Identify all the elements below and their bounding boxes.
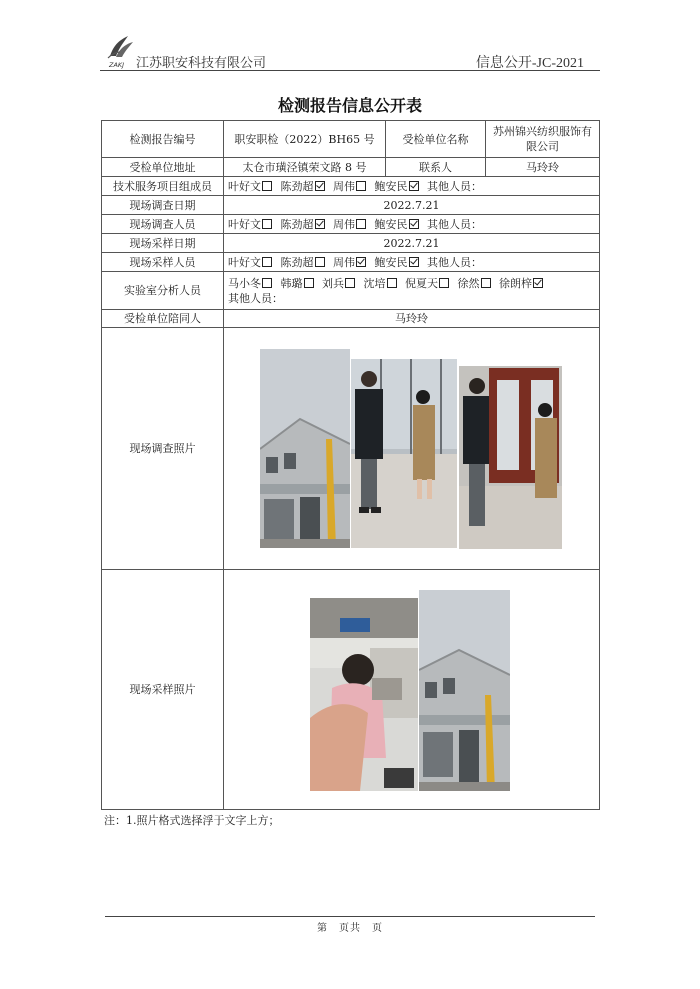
lab-staff-value <box>224 272 600 310</box>
person-name: 陈劲超 <box>280 217 314 231</box>
person-name: 韩璐 <box>280 276 303 290</box>
checkbox <box>262 278 272 288</box>
checked-checkbox <box>533 278 543 288</box>
person-name: 叶好文 <box>228 255 261 269</box>
checked-checkbox <box>315 181 325 191</box>
footer-divider <box>105 916 595 917</box>
workshop-sampling-photo <box>310 598 418 791</box>
svg-text:ZAKJ: ZAKJ <box>109 61 125 69</box>
checked-checkbox <box>409 219 419 229</box>
header-divider <box>100 70 600 71</box>
table-note: 注：1.照片格式选择浮于文字上方； <box>104 814 280 827</box>
escort-value: 马玲玲 <box>224 310 600 328</box>
person-name: 叶好文 <box>228 179 261 193</box>
tech-team-label: 技术服务项目组成员 <box>102 177 224 196</box>
unit-name-label: 受检单位名称 <box>386 121 486 158</box>
sampling-photos-label: 现场采样照片 <box>102 570 224 810</box>
table-row <box>102 196 600 215</box>
sampling-date-label: 现场采样日期 <box>102 234 224 253</box>
others-label: 其他人员： <box>427 179 482 193</box>
checkbox <box>262 181 272 191</box>
table-row <box>102 215 600 234</box>
survey-staff-label: 现场调查人员 <box>102 215 224 234</box>
doorway-survey-photo <box>459 366 562 549</box>
table-row <box>102 121 600 158</box>
table-row <box>102 310 600 328</box>
checked-checkbox <box>409 257 419 267</box>
survey-photos-label: 现场调查照片 <box>102 328 224 570</box>
person-name: 陈劲超 <box>280 255 314 269</box>
tech-team-value <box>224 177 600 196</box>
contact-value: 马玲玲 <box>486 158 600 177</box>
person-name: 鲍安民 <box>374 217 408 231</box>
person-name: 周伟 <box>333 217 355 231</box>
checkbox <box>304 278 314 288</box>
person-name: 徐然 <box>457 276 480 290</box>
person-name: 周伟 <box>333 255 355 269</box>
lab-staff-label: 实验室分析人员 <box>102 272 224 310</box>
checkbox <box>356 219 366 229</box>
sampling-staff-label: 现场采样人员 <box>102 253 224 272</box>
checked-checkbox <box>356 257 366 267</box>
checked-checkbox <box>409 181 419 191</box>
checkbox <box>345 278 355 288</box>
others-label: 其他人员： <box>427 217 482 231</box>
survey-date-value: 2022.7.21 <box>224 196 600 215</box>
page-header <box>100 30 600 74</box>
escort-label: 受检单位陪同人 <box>102 310 224 328</box>
document-number: 信息公开-JC-2021 <box>475 56 584 71</box>
person-name: 陈劲超 <box>280 179 314 193</box>
person-name: 鲍安民 <box>374 179 408 193</box>
person-name: 刘兵 <box>322 276 344 290</box>
person-name: 叶好文 <box>228 217 261 231</box>
address-value: 太仓市璜泾镇荣文路 8 号 <box>224 158 386 177</box>
checkbox <box>262 257 272 267</box>
survey-date-label: 现场调查日期 <box>102 196 224 215</box>
survey-staff-value <box>224 215 600 234</box>
table-row <box>102 234 600 253</box>
table-row <box>102 272 600 310</box>
contact-label: 联系人 <box>386 158 486 177</box>
person-name: 沈培 <box>363 276 386 290</box>
checkbox <box>387 278 397 288</box>
unit-name-value: 苏州锦兴纺织服饰有限公司 <box>486 121 600 158</box>
building-exterior-photo <box>260 349 350 548</box>
page-footer: 第 页共 页 <box>317 923 383 934</box>
checkbox <box>481 278 491 288</box>
checkbox <box>262 219 272 229</box>
checkbox <box>439 278 449 288</box>
sampling-staff-value <box>224 253 600 272</box>
report-no-label: 检测报告编号 <box>102 121 224 158</box>
indoor-survey-photo <box>351 359 457 548</box>
table-row <box>102 158 600 177</box>
company-name: 江苏职安科技有限公司 <box>136 56 267 71</box>
sampling-date-value: 2022.7.21 <box>224 234 600 253</box>
person-name: 倪夏天 <box>405 276 438 290</box>
table-row <box>102 253 600 272</box>
building-sampling-photo <box>419 590 510 791</box>
page-title: 检测报告信息公开表 <box>277 96 422 115</box>
company-logo <box>106 32 136 70</box>
person-name: 徐朗梓 <box>499 276 532 290</box>
checkbox <box>315 257 325 267</box>
checked-checkbox <box>315 219 325 229</box>
checkbox <box>356 181 366 191</box>
others-label: 其他人员： <box>427 255 482 269</box>
others-label: 其他人员： <box>228 291 283 305</box>
person-name: 马小冬 <box>228 276 261 290</box>
person-name: 鲍安民 <box>374 255 408 269</box>
address-label: 受检单位地址 <box>102 158 224 177</box>
report-no-value: 职安职检（2022）BH65 号 <box>224 121 386 158</box>
person-name: 周伟 <box>333 179 355 193</box>
table-row <box>102 177 600 196</box>
